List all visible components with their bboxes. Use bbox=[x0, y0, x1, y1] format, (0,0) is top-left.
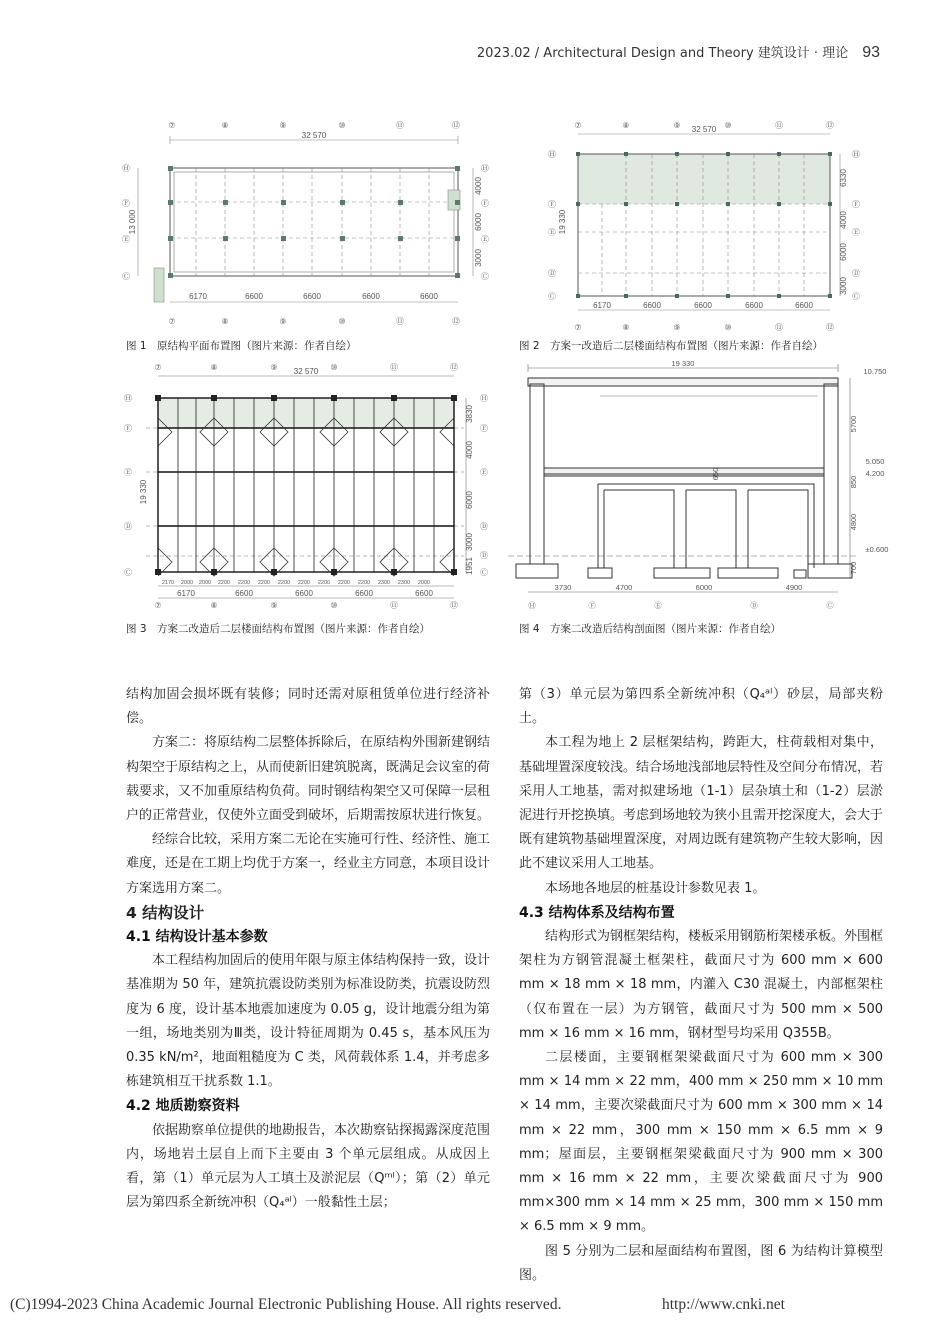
f3-axis-right-4: Ⓓ bbox=[480, 522, 488, 531]
f1-axis-top-2: ⑧ bbox=[221, 121, 229, 130]
f1-depth: 13 000 bbox=[128, 209, 137, 235]
f3-axis-bot-6: ⑫ bbox=[450, 601, 458, 610]
f3-axis-side-4: Ⓓ bbox=[124, 522, 132, 531]
f1-total-span: 32 570 bbox=[301, 131, 327, 140]
f1-axis-bot-2: ⑧ bbox=[221, 317, 229, 326]
f3-axis-side-5: Ⓒ bbox=[124, 568, 132, 577]
f2-right-dim-1: 6330 bbox=[839, 169, 848, 187]
figure-3 bbox=[118, 360, 498, 612]
paragraph: 结构形式为钢框架结构，楼板采用钢筋桁架楼承板。外围框架柱为方钢管混凝土框架柱，截面尺寸为 600 mm × 600 mm × 18 mm × 18 mm，内灌入 C30 混凝土，内部框架柱（仅布置在一层）为方钢管，截面尺寸为 500 mm × 500 mm × 16 mm × 16 mm，钢材型号均采用 Q355B。 bbox=[519, 929, 884, 1041]
f1-span-5: 6600 bbox=[420, 292, 438, 301]
f2-axis-right-3: Ⓔ bbox=[852, 228, 860, 237]
f1-axis-bot-3: ⑨ bbox=[279, 317, 287, 326]
figure-1-caption: 图 1 原结构平面布置图（图片来源：作者自绘） bbox=[126, 340, 357, 352]
figure-4 bbox=[508, 356, 898, 614]
f3-axis-side-1: Ⓗ bbox=[124, 394, 132, 403]
f2-axis-bot-4: ⑩ bbox=[724, 323, 732, 332]
f3-sub-8: 2200 bbox=[297, 580, 311, 586]
f4-axis-1: Ⓗ bbox=[528, 601, 536, 610]
f1-span-4: 6600 bbox=[362, 292, 380, 301]
f3-sub-2: 2000 bbox=[180, 580, 194, 586]
f4-elev-3: 4.200 bbox=[865, 469, 885, 478]
left-text-column bbox=[126, 683, 490, 1215]
f3-axis-bot-2: ⑧ bbox=[210, 601, 218, 610]
figure-2 bbox=[540, 118, 870, 338]
f2-axis-bot-1: ⑦ bbox=[574, 323, 582, 332]
f3-span-1: 6170 bbox=[177, 589, 195, 598]
figure-1 bbox=[118, 118, 498, 330]
f3-sub-4: 2200 bbox=[217, 580, 231, 586]
paragraph: 本工程为地上 2 层框架结构，跨距大，柱荷载相对集中，基础埋置深度较浅。结合场地浅部地层特性及空间分布情况，若采用人工地基，需对拟建场地（1-1）层杂填土和（1-2）层淤泥进行开挖换填。考虑到场地较为狭小且需开挖深度大，会大于既有建筑物基础埋置深度，对周边既有建筑物产生较大影响，因此不建议采用人工地基。 bbox=[519, 735, 884, 872]
f2-axis-side-5: Ⓒ bbox=[548, 292, 556, 301]
paragraph: 经综合比较，采用方案二无论在实施可行性、经济性、施工难度，还是在工期上均优于方案一，经业主方同意，本项目设计方案选用方案二。 bbox=[126, 832, 491, 896]
f3-axis-bot-5: ⑪ bbox=[390, 601, 398, 610]
f3-axis-right-1: Ⓗ bbox=[480, 394, 488, 403]
f3-sub-13: 2300 bbox=[397, 580, 411, 586]
footer bbox=[10, 1296, 940, 1314]
f4-total-span: 19 330 bbox=[671, 359, 695, 368]
f4-height-2: 850 bbox=[849, 475, 858, 489]
f3-axis-bot-4: ⑩ bbox=[330, 601, 338, 610]
f3-span-5: 6600 bbox=[415, 589, 433, 598]
f4-elev-4: ±0.600 bbox=[865, 545, 889, 554]
figure-4-caption: 图 4 方案二改造后结构剖面图（图片来源：作者自绘） bbox=[519, 623, 782, 635]
subsection-heading: 4.3 结构体系及结构布置 bbox=[519, 904, 675, 921]
f2-axis-right-1: Ⓗ bbox=[852, 150, 860, 159]
figure-2-caption: 图 2 方案一改造后二层楼面结构布置图（图片来源：作者自绘） bbox=[519, 340, 824, 352]
f3-axis-right-4b: Ⓓ bbox=[480, 551, 488, 560]
f3-sub-6: 2200 bbox=[257, 580, 271, 586]
f1-axis-right-5: Ⓒ bbox=[481, 272, 489, 281]
running-header bbox=[477, 42, 880, 62]
f3-axis-right-5: Ⓒ bbox=[480, 568, 488, 577]
f2-axis-right-2: Ⓕ bbox=[852, 200, 860, 209]
f1-right-dim-1: 4000 bbox=[474, 177, 483, 195]
f2-axis-bot-6: ⑫ bbox=[826, 323, 834, 332]
f4-height-4: 700 bbox=[849, 561, 858, 575]
f1-right-dim-2: 6000 bbox=[474, 213, 483, 231]
paragraph: 结构加固会损坏既有装修；同时还需对原租赁单位进行经济补偿。 bbox=[126, 687, 490, 727]
f1-axis-right-3: Ⓔ bbox=[481, 235, 489, 244]
f2-depth: 19 330 bbox=[558, 209, 567, 235]
f2-total-span: 32 570 bbox=[691, 125, 717, 134]
f1-axis-bot-1: ⑦ bbox=[168, 317, 176, 326]
f1-span-2: 6600 bbox=[245, 292, 263, 301]
f1-axis-side-3: Ⓔ bbox=[122, 235, 130, 244]
f2-span-2: 6600 bbox=[643, 301, 661, 310]
f2-axis-side-1: Ⓗ bbox=[548, 150, 556, 159]
f4-axis-5: Ⓒ bbox=[826, 601, 834, 610]
f3-span-3: 6600 bbox=[295, 589, 313, 598]
f1-axis-top-3: ⑨ bbox=[279, 121, 287, 130]
subsection-heading: 4.2 地质勘察资料 bbox=[126, 1098, 240, 1115]
f3-total-span: 32 570 bbox=[293, 367, 319, 376]
f2-axis-right-4: Ⓓ bbox=[852, 269, 860, 278]
f3-right-dim-1: 3830 bbox=[465, 405, 474, 423]
figure-2-drawing bbox=[540, 118, 870, 338]
figure-1-drawing bbox=[118, 118, 498, 330]
paragraph: 图 5 分别为二层和屋面结构布置图，图 6 为结构计算模型图。 bbox=[519, 1243, 883, 1283]
f2-axis-right-5: Ⓒ bbox=[852, 292, 860, 301]
f2-span-5: 6600 bbox=[795, 301, 813, 310]
f2-axis-side-3: Ⓔ bbox=[548, 228, 556, 237]
figure-3-caption: 图 3 方案二改造后二层楼面结构布置图（图片来源：作者自绘） bbox=[126, 623, 431, 635]
f3-axis-right-2: Ⓕ bbox=[480, 424, 488, 433]
f1-right-dim-3: 3000 bbox=[474, 249, 483, 267]
f3-axis-side-2: Ⓕ bbox=[124, 424, 132, 433]
f2-span-1: 6170 bbox=[593, 301, 611, 310]
f3-axis-top-6: ⑫ bbox=[450, 363, 458, 372]
f2-right-dim-4: 3000 bbox=[839, 277, 848, 295]
f3-sub-10: 2200 bbox=[337, 580, 351, 586]
f1-axis-top-5: ⑪ bbox=[396, 121, 404, 130]
f4-axis-3: Ⓔ bbox=[654, 601, 662, 610]
figure-3-drawing bbox=[118, 360, 498, 612]
f4-height-1: 5700 bbox=[849, 415, 858, 433]
f3-sub-3: 2000 bbox=[198, 580, 212, 586]
f4-span-1: 3730 bbox=[554, 583, 572, 592]
f2-axis-top-1: ⑦ bbox=[574, 121, 582, 130]
f2-axis-side-4: Ⓓ bbox=[548, 269, 556, 278]
f3-sub-1: 2170 bbox=[161, 580, 175, 586]
figure-4-drawing bbox=[508, 356, 898, 614]
f4-span-2: 4700 bbox=[615, 583, 633, 592]
f3-right-dim-4: 6000 bbox=[465, 491, 474, 509]
f4-span-4: 4900 bbox=[785, 583, 803, 592]
f3-axis-top-2: ⑧ bbox=[210, 363, 218, 372]
f2-right-dim-3: 4000 bbox=[839, 211, 848, 229]
cnki-url[interactable]: http://www.cnki.net bbox=[662, 1296, 785, 1313]
subsection-heading: 4.1 结构设计基本参数 bbox=[126, 929, 268, 946]
f4-mark: 650 bbox=[711, 467, 720, 481]
f2-right-dim-2: 6000 bbox=[839, 243, 848, 261]
f3-axis-side-3: Ⓔ bbox=[124, 468, 132, 477]
f3-right-dim-6: 1951 bbox=[465, 557, 474, 575]
f1-axis-top-4: ⑩ bbox=[338, 121, 346, 130]
f1-axis-side-2: Ⓕ bbox=[122, 199, 130, 208]
f1-axis-right-1: Ⓗ bbox=[481, 164, 489, 173]
f1-span-3: 6600 bbox=[303, 292, 321, 301]
f3-sub-14: 2000 bbox=[417, 580, 431, 586]
f2-axis-top-4: ⑩ bbox=[724, 121, 732, 130]
paragraph: 第（3）单元层为第四系全新统冲积（Q₄ᵃˡ）砂层，局部夹粉土。 bbox=[519, 687, 883, 727]
f3-axis-top-3: ⑨ bbox=[270, 363, 278, 372]
paragraph: 本工程结构加固后的使用年限与原主体结构保持一致，设计基准期为 50 年，建筑抗震设防类别为标准设防类，抗震设防烈度为 6 度，设计基本地震加速度为 0.05 g，设计地震分组为第一组，场地类别为Ⅲ类，设计特征周期为 0.45 s，基本风压为 0.35 kN/m²，地面粗糙度为 C 类，风荷载体系 1.4，并考虑多栋建筑相互干扰系数 1.1。 bbox=[126, 953, 491, 1090]
f3-sub-7: 2200 bbox=[277, 580, 291, 586]
f1-axis-top-1: ⑦ bbox=[168, 121, 176, 130]
f1-axis-bot-4: ⑩ bbox=[338, 317, 346, 326]
f3-sub-9: 2200 bbox=[317, 580, 331, 586]
f3-sub-5: 2200 bbox=[237, 580, 251, 586]
f3-right-dim-5: 3000 bbox=[465, 533, 474, 551]
f3-right-dim-3: 4000 bbox=[465, 441, 474, 459]
f3-sub-11: 2200 bbox=[357, 580, 371, 586]
f2-axis-side-2: Ⓕ bbox=[548, 200, 556, 209]
f3-span-4: 6600 bbox=[355, 589, 373, 598]
issue-label: 2023.02 / Architectural Design and Theory 建筑设计 · 理论 bbox=[476, 46, 849, 61]
f4-axis-2: Ⓕ bbox=[588, 601, 596, 610]
f3-axis-bot-1: ⑦ bbox=[154, 601, 162, 610]
f4-elev-2: 5.050 bbox=[865, 457, 885, 466]
f4-axis-4: Ⓓ bbox=[750, 601, 758, 610]
f4-span-3: 6000 bbox=[695, 583, 713, 592]
f2-axis-top-6: ⑫ bbox=[826, 121, 834, 130]
right-text-column bbox=[519, 683, 883, 1288]
page-number: 93 bbox=[862, 44, 880, 61]
f3-axis-top-4: ⑩ bbox=[330, 363, 338, 372]
f2-axis-bot-2: ⑧ bbox=[622, 323, 630, 332]
paragraph: 二层楼面，主要钢框架梁截面尺寸为 600 mm × 300 mm × 14 mm × 22 mm，400 mm × 250 mm × 10 mm × 14 mm，主要次梁截面尺寸为 600 mm × 300 mm × 14 mm × 22 mm，300 mm × 150 mm × 6.5 mm × 9 mm；屋面层，主要钢框架梁截面尺寸为 900 mm × 300 mm × 16 mm × 22 mm，主要次梁截面尺寸为 900 mm×300 mm × 14 mm × 25 mm，300 mm × 150 mm × 6.5 mm × 9 mm。 bbox=[519, 1050, 883, 1235]
f3-span-2: 6600 bbox=[235, 589, 253, 598]
f3-axis-bot-3: ⑨ bbox=[270, 601, 278, 610]
f1-axis-bot-5: ⑪ bbox=[396, 317, 404, 326]
f3-axis-top-5: ⑪ bbox=[390, 363, 398, 372]
f2-span-3: 6600 bbox=[694, 301, 712, 310]
paragraph: 本场地各地层的桩基设计参数见表 1。 bbox=[545, 880, 766, 896]
f2-axis-top-2: ⑧ bbox=[622, 121, 630, 130]
f3-depth: 19 330 bbox=[139, 479, 148, 505]
f4-height-3: 4800 bbox=[849, 513, 858, 531]
f2-axis-top-3: ⑨ bbox=[673, 121, 681, 130]
f3-axis-top-1: ⑦ bbox=[154, 363, 162, 372]
f3-axis-right-3: Ⓔ bbox=[480, 468, 488, 477]
f2-span-4: 6600 bbox=[745, 301, 763, 310]
f1-axis-side-5: Ⓒ bbox=[122, 272, 130, 281]
section-heading: 4 结构设计 bbox=[126, 903, 205, 922]
f2-axis-top-5: ⑪ bbox=[775, 121, 783, 130]
f3-sub-12: 2300 bbox=[377, 580, 391, 586]
f1-axis-right-2: Ⓕ bbox=[481, 199, 489, 208]
f1-axis-top-6: ⑫ bbox=[452, 121, 460, 130]
f2-axis-bot-5: ⑪ bbox=[775, 323, 783, 332]
f4-elev-1: 10.750 bbox=[863, 367, 887, 376]
paragraph: 依据勘察单位提供的地勘报告，本次勘察钻探揭露深度范围内，场地岩土层自上而下主要由 3 个单元层组成。从成因上看，第（1）单元层为人工填土及淤泥层（Qᵐˡ）；第（2）单元层为第四系全新统冲积（Q₄ᵃˡ）一般黏性土层； bbox=[126, 1122, 491, 1211]
copyright-text: (C)1994-2023 China Academic Journal Electronic Publishing House. All rights reserved. bbox=[10, 1296, 562, 1313]
f2-axis-bot-3: ⑨ bbox=[673, 323, 681, 332]
f1-axis-bot-6: ⑫ bbox=[452, 317, 460, 326]
f1-span-1: 6170 bbox=[189, 292, 207, 301]
paragraph: 方案二：将原结构二层整体拆除后，在原结构外围新建钢结构架空于原结构之上，从而使新旧建筑脱离，既满足会议室的荷载要求，又不加重原结构负荷。同时钢结构架空又可保障一层租户的正常营业，仅使外立面受到破坏，后期需按原状进行恢复。 bbox=[126, 735, 491, 824]
f1-axis-side-1: Ⓗ bbox=[122, 164, 130, 173]
